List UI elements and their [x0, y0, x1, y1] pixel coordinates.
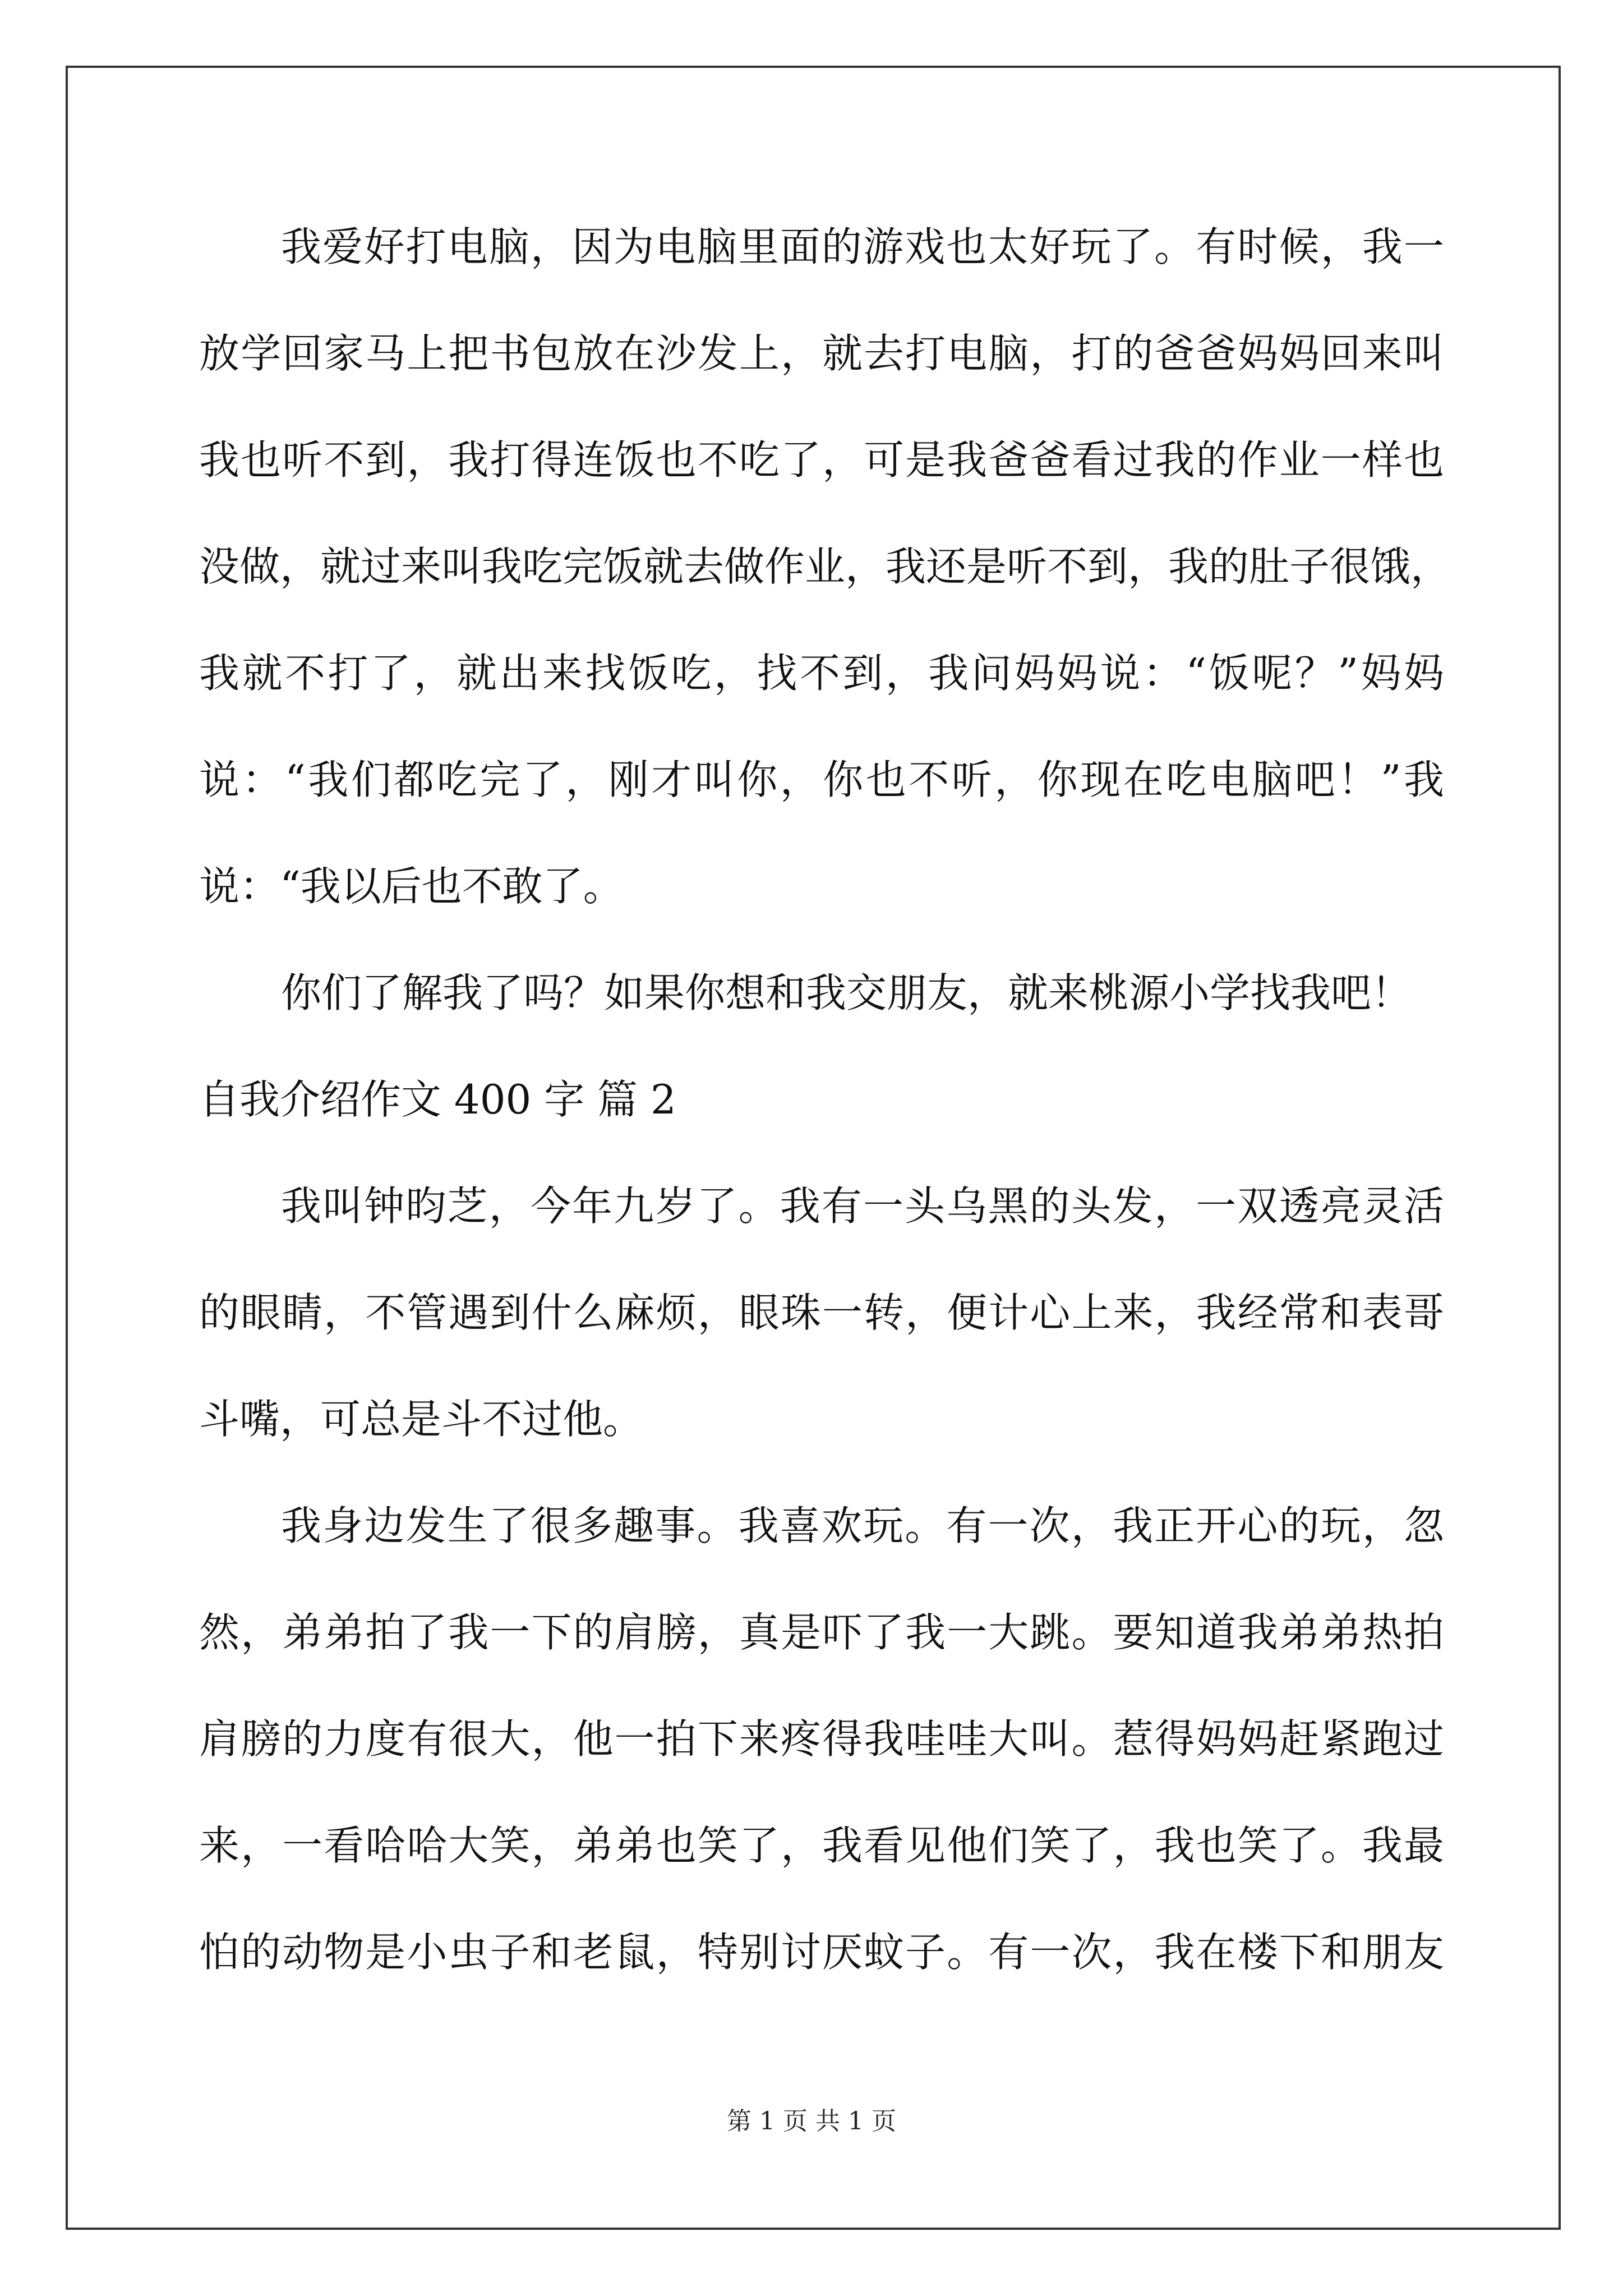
paragraph-line: 的眼睛，不管遇到什么麻烦，眼珠一转，便计心上来，我经常和表哥 — [199, 1289, 1444, 1336]
section-heading: 自我介绍作文 400 字 篇 2 — [199, 1076, 676, 1123]
paragraph-line: 我叫钟昀芝，今年九岁了。我有一头乌黑的头发，一双透亮灵活 — [281, 1182, 1444, 1230]
paragraph-line: 肩膀的力度有很大，他一拍下来疼得我哇哇大叫。惹得妈妈赶紧跑过 — [199, 1715, 1444, 1763]
paragraph-line: 我爱好打电脑，因为电脑里面的游戏也太好玩了。有时候，我一 — [281, 223, 1444, 270]
paragraph-line: 来，一看哈哈大笑，弟弟也笑了，我看见他们笑了，我也笑了。我最 — [199, 1822, 1444, 1869]
paragraph-line: 怕的动物是小虫子和老鼠，特别讨厌蚊子。有一次，我在楼下和朋友 — [199, 1929, 1444, 1976]
paragraph-line: 你们了解我了吗？如果你想和我交朋友，就来桃源小学找我吧！ — [281, 969, 1412, 1016]
paragraph-line: 放学回家马上把书包放在沙发上，就去打电脑，打的爸爸妈妈回来叫 — [199, 330, 1444, 377]
paragraph-line: 然，弟弟拍了我一下的肩膀，真是吓了我一大跳。要知道我弟弟热拍 — [199, 1609, 1444, 1656]
document-body — [199, 194, 1451, 2005]
paragraph-line: 没做，就过来叫我吃完饭就去做作业，我还是听不到，我的肚子很饿， — [199, 543, 1451, 590]
paragraph-line: 我就不打了，就出来找饭吃，找不到，我问妈妈说：“饭呢？”妈妈 — [199, 650, 1444, 697]
paragraph-line: 斗嘴，可总是斗不过他。 — [199, 1396, 644, 1443]
paragraph-line: 我也听不到，我打得连饭也不吃了，可是我爸爸看过我的作业一样也 — [199, 436, 1444, 484]
paragraph-line: 说：“我以后也不敢了。 — [199, 863, 624, 910]
paragraph-line: 我身边发生了很多趣事。我喜欢玩。有一次，我正开心的玩，忽 — [281, 1502, 1444, 1549]
paragraph-line: 说：“我们都吃完了，刚才叫你，你也不听，你现在吃电脑吧！”我 — [199, 756, 1444, 803]
page-footer: 第 1 页 共 1 页 — [727, 2107, 896, 2136]
